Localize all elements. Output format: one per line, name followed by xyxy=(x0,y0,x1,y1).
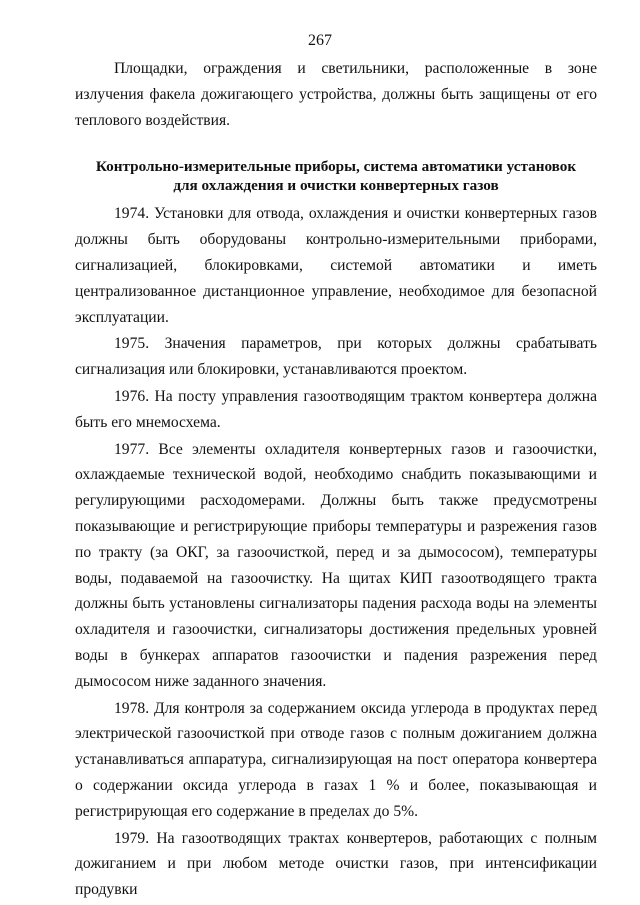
paragraph-1974: 1974. Установки для отвода, охлаждения и очистки конвертерных газов должны быть оборудованы контрольно-измерительными приборами, сигнализацией, блокировками, системой автоматики и иметь централизованное дистанционное управление, необходимое для безопасной эксплуатации. xyxy=(75,205,597,326)
section-heading xyxy=(75,157,597,195)
page-number: 267 xyxy=(308,32,332,49)
intro-paragraph: Площадки, ограждения и светильники, расположенные в зоне излучения факела дожигающего устройства, должны быть защищены от его теплового воздействия. xyxy=(75,60,597,129)
section-heading-line-1: Контрольно-измерительные приборы, система автоматики установок xyxy=(95,158,577,176)
paragraph-1977: 1977. Все элементы охладителя конвертерных газов и газоочистки, охлаждаемые технической водой, необходимо снабдить показывающими и регулирующими расходомерами. Должны быть также предусмотрены показывающие и регистрирующие приборы температуры и разрежения газов по тракту (за ОКГ, за газоочисткой, перед и за дымососом), температуры воды, подаваемой на газоочистку. На щитах КИП газоотводящего тракта должны быть установлены сигнализаторы падения расхода воды на элементы охладителя и газоочистки, сигнализаторы достижения предельных уровней воды в бункерах аппаратов газоочистки и падения разрежения перед дымососом ниже заданного значения. xyxy=(75,440,597,690)
page-content xyxy=(75,56,597,903)
section-heading-line-2: для охлаждения и очистки конвертерных газов xyxy=(173,177,499,195)
paragraph-1979: 1979. На газоотводящих трактах конвертеров, работающих с полным дожиганием и при любом методе очистки газов, при интенсификации продувки xyxy=(75,829,597,899)
paragraph-1975: 1975. Значения параметров, при которых должны срабатывать сигнализация или блокировки, устанавливаются проектом. xyxy=(75,335,597,379)
paragraph-1978: 1978. Для контроля за содержанием оксида углерода в продуктах перед электрической газоочисткой при отводе газов с полным дожиганием должна устанавливаться аппаратура, сигнализирующая на пост оператора конвертера о содержании оксида углерода в газах 1 % и более, показывающая и регистрирующая его содержание в пределах до 5%. xyxy=(75,699,597,820)
paragraph-1976: 1976. На посту управления газоотводящим трактом конвертера должна быть его мнемосхема. xyxy=(75,387,597,431)
